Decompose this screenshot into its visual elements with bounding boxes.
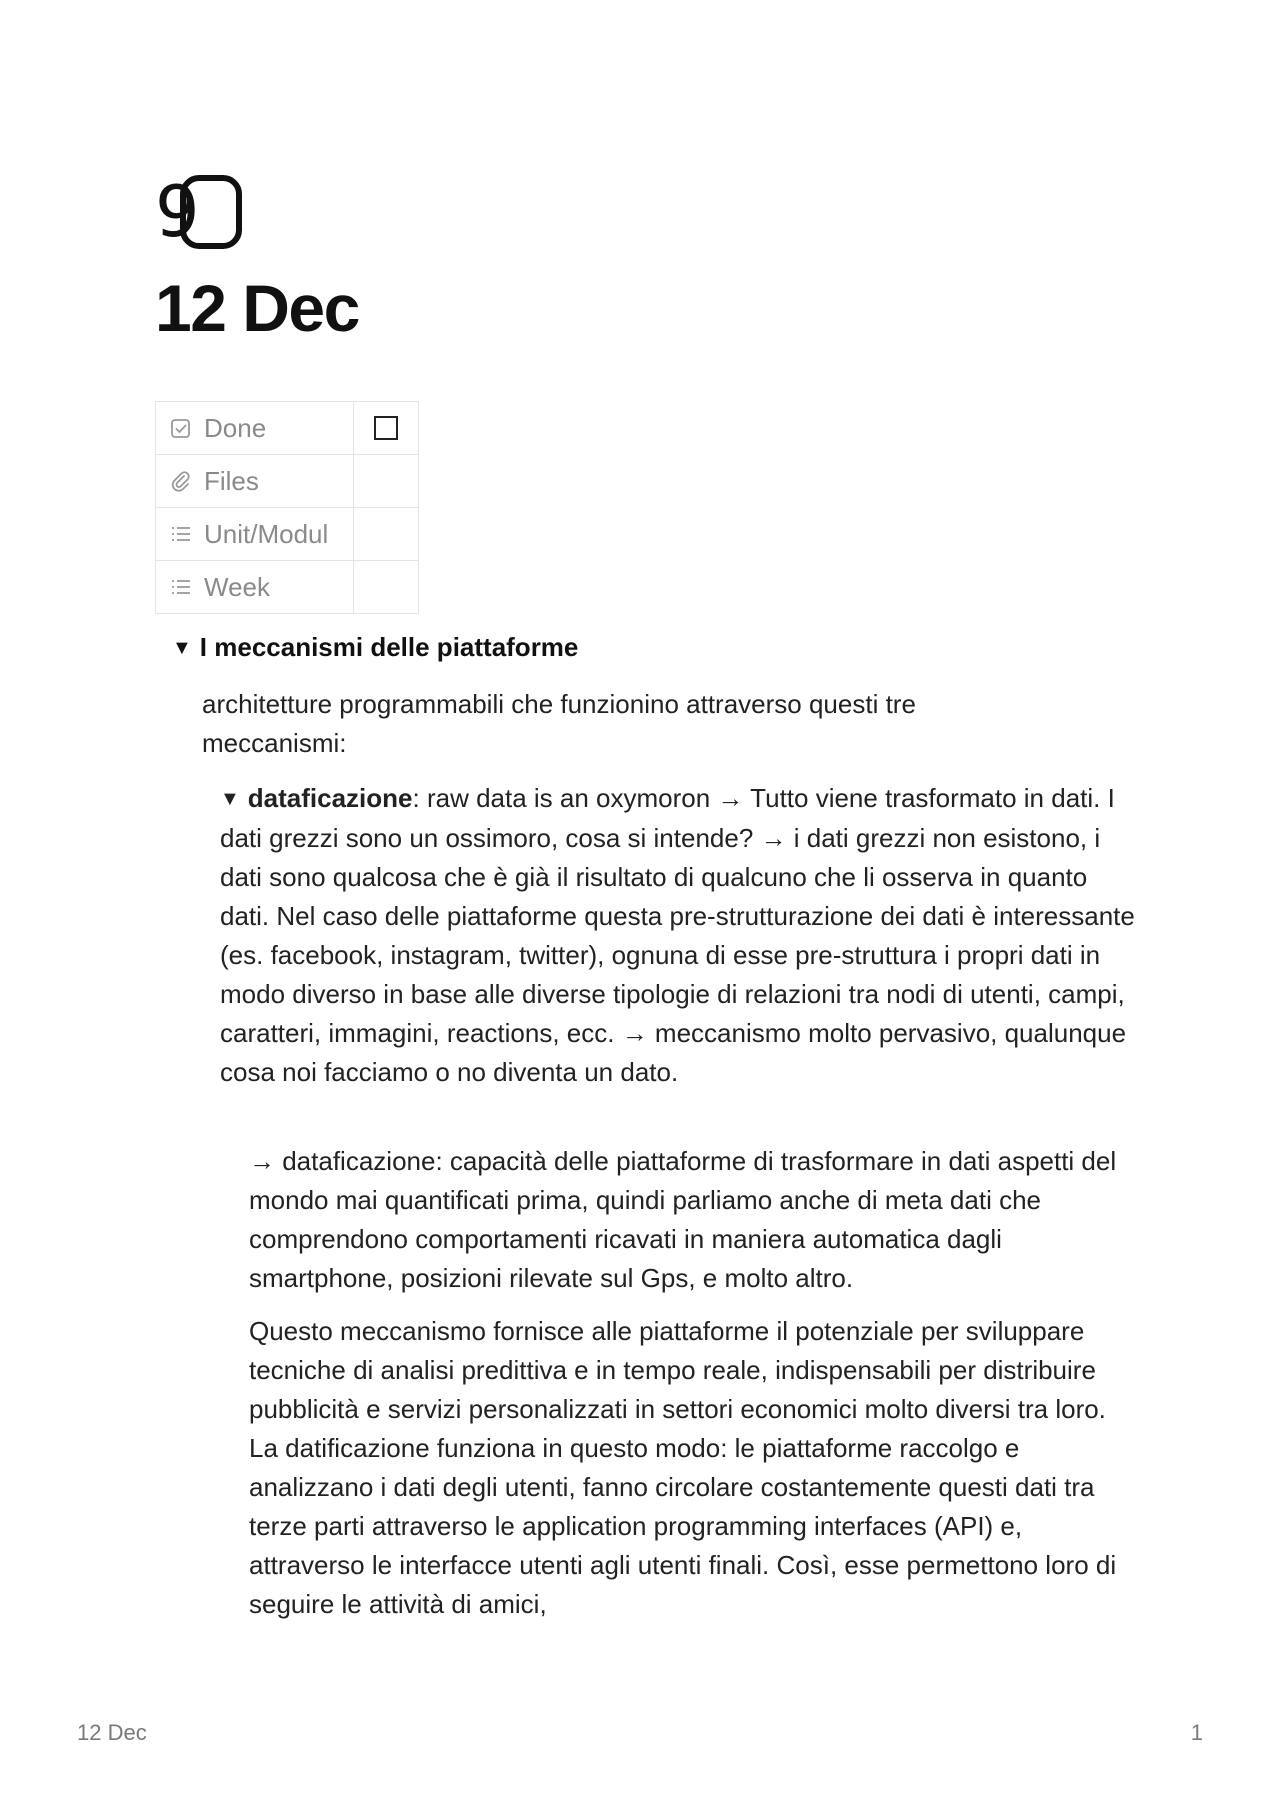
sub-toggle-term: dataficazione (247, 783, 413, 813)
property-row-done (156, 402, 419, 455)
list-icon (170, 576, 192, 598)
properties-table (155, 401, 419, 614)
property-label: Week (204, 571, 270, 602)
property-row-week (156, 561, 419, 614)
property-key-files[interactable] (156, 455, 353, 507)
property-label: Files (204, 465, 259, 496)
page-title: 12 Dec (155, 271, 359, 345)
sub-toggle (220, 779, 1140, 1092)
checkbox-icon (170, 417, 192, 439)
toggle-heading-text: I meccanismi delle piattaforme (199, 632, 579, 662)
toggle-intro: architetture programmabili che funzionino attraverso questi tre meccanismi: (202, 689, 916, 758)
paperclip-icon (170, 470, 192, 492)
property-key-week[interactable] (156, 561, 353, 613)
property-key-unit[interactable] (156, 508, 353, 560)
ear-icon (155, 170, 255, 260)
list-icon (170, 523, 192, 545)
toggle-triangle-icon[interactable]: ▼ (172, 637, 192, 659)
sub-toggle-text: : raw data is an oxymoron → Tutto viene trasformato in dati. I dati grezzi sono un ossimoro, cosa si intende? → i dati grezzi non esistono, i dati sono qualcosa che è già il risultato di qualcuno che li osserva in quanto dati. Nel caso delle piattaforme questa pre-strutturazione dei dati è interessante (es. facebook, instagram, twitter), ognuna di esse pre-struttura i propri dati in modo diverso in base alle diverse tipologie di relazioni tra nodi di utenti, campi, caratteri, immagini, reactions, ecc. → meccanismo molto pervasivo, qualunque cosa noi facciamo o no diventa un dato. (220, 783, 1135, 1087)
files-value[interactable] (354, 455, 419, 508)
property-row-files (156, 455, 419, 508)
paragraph: → dataficazione: capacità delle piattaforme di trasformare in dati aspetti del mondo mai quantificati prima, quindi parliamo anche di meta dati che comprendono comportamenti ricavati in maniera automatica dagli smartphone, posizioni rilevate sul Gps, e molto altro. (249, 1146, 1117, 1293)
property-row-unit (156, 508, 419, 561)
svg-text:9: 9 (155, 171, 200, 253)
footer-title: 12 Dec (77, 1720, 147, 1745)
page-number: 1 (1190, 1720, 1203, 1745)
toggle-heading[interactable] (172, 632, 578, 663)
unit-value[interactable] (354, 508, 419, 561)
sub-toggle-triangle-icon[interactable]: ▼ (220, 788, 240, 810)
done-checkbox[interactable] (374, 416, 398, 440)
property-key-done[interactable] (156, 402, 353, 454)
property-label: Done (204, 412, 267, 443)
paragraph: Questo meccanismo fornisce alle piattaforme il potenziale per sviluppare tecniche di analisi predittiva e in tempo reale, indispensabili per distribuire pubblicità e servizi personalizzati in settori economici molto diversi tra loro. La datificazione funziona in questo modo: le piattaforme raccolgo e analizzano i dati degli utenti, fanno circolare costantemente questi dati tra terze parti attraverso le application programming interfaces (API) e, attraverso le interfacce utenti agli utenti finali. Così, esse permettono loro di seguire le attività di amici, (249, 1316, 1117, 1619)
property-label: Unit/Modul (204, 518, 329, 549)
week-value[interactable] (354, 561, 419, 614)
